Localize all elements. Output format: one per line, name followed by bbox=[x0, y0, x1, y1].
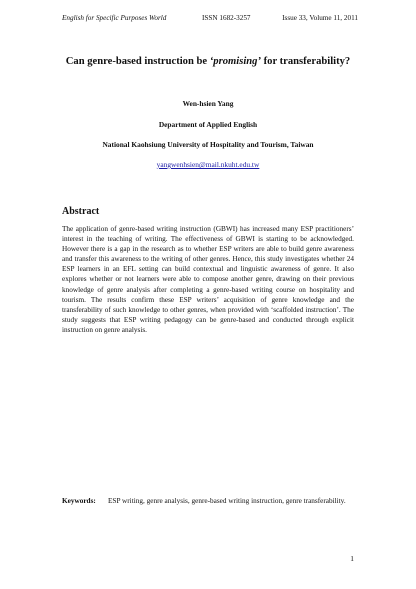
title-part-2: for transferability? bbox=[260, 56, 351, 67]
keywords-text: ESP writing, genre analysis, genre-based writing instruction, genre transferability. bbox=[108, 497, 346, 505]
issue-info: Issue 33, Volume 11, 2011 bbox=[282, 14, 358, 22]
running-header bbox=[62, 12, 358, 24]
title-part-1: Can genre-based instruction be bbox=[65, 56, 210, 67]
author-institution: National Kaohsiung University of Hospitality and Tourism, Taiwan bbox=[102, 140, 314, 149]
author-department: Department of Applied English bbox=[158, 120, 258, 129]
abstract-body: The application of genre-based writing instruction (GBWI) has increased many ESP practitioners’ interest in the teaching of writing. The effectiveness of GBWI is starting to be acknowledged. However there is a gap in the research as to whether ESP writers are able to build genre awareness and transfer this awareness to the writing of other genres. Hence, this study investigates whether 24 ESP learners in an EFL setting can build contextual and linguistic awareness of genre. It also explores whether or not learners were able to compose another genre, drawing on their previous knowledge of genre analysis after completing a genre-based writing course on hospitality and tourism. The results confirm these ESP writers’ acquisition of genre knowledge and the transferability of such knowledge to other genres, when provided with ‘scaffolded instruction’. The study suggests that ESP writing pedagogy can be genre-based and conducted through explicit instruction on genre analysis. bbox=[62, 225, 354, 334]
author-name: Wen-hsien Yang bbox=[182, 99, 234, 108]
keywords-label: Keywords: bbox=[62, 497, 96, 505]
title-emphasis: ‘promising’ bbox=[209, 56, 261, 67]
abstract-heading: Abstract bbox=[62, 206, 100, 217]
issn: ISSN 1682-3257 bbox=[202, 14, 251, 22]
paper-title bbox=[62, 55, 354, 69]
page-number: 1 bbox=[350, 554, 354, 563]
author-email-link[interactable]: yangwenhsien@mail.nkuht.edu.tw bbox=[156, 160, 260, 169]
journal-name: English for Specific Purposes World bbox=[62, 14, 167, 22]
